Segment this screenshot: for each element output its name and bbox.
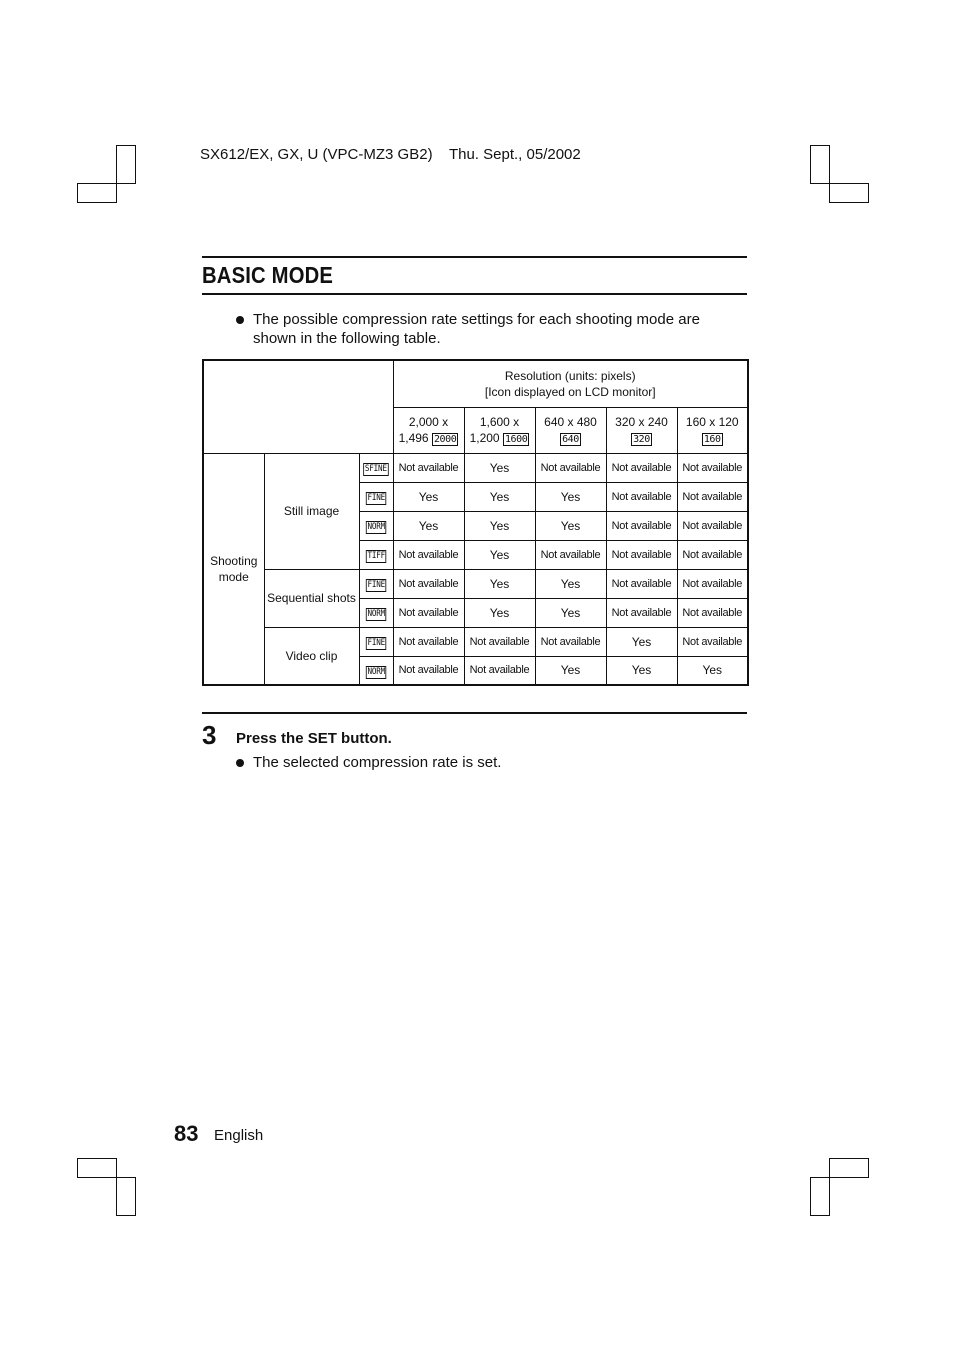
column-header-line1: 640 x 480 [544, 415, 597, 429]
column-header-line2 [536, 430, 606, 446]
availability-cell: Yes [464, 453, 535, 482]
quality-icon-cell [359, 627, 393, 656]
availability-cell: Yes [464, 569, 535, 598]
column-header-size: 1,496 [398, 431, 429, 445]
availability-cell: Not available [393, 598, 464, 627]
availability-cell: Not available [535, 453, 606, 482]
page-number: 83 [174, 1121, 199, 1146]
step-number: 3 [202, 720, 217, 750]
table-row [203, 569, 748, 598]
quality-fine-icon: FINE [367, 638, 385, 648]
availability-cell: Not available [393, 627, 464, 656]
availability-cell: Not available [393, 569, 464, 598]
availability-cell: Not available [677, 627, 748, 656]
table-corner-cell [203, 360, 393, 453]
resolution-640-icon: 640 [562, 434, 579, 445]
bullet-icon [236, 316, 244, 324]
title-bottom-rule [202, 293, 747, 295]
bullet-icon [236, 759, 244, 767]
column-header [535, 407, 606, 453]
column-header-line2 [465, 430, 535, 446]
column-header-line2 [678, 430, 748, 446]
resolution-header [393, 360, 748, 407]
availability-cell: Not available [606, 540, 677, 569]
availability-cell: Yes [606, 656, 677, 685]
quality-icon-cell [359, 656, 393, 685]
print-header: SX612/EX, GX, U (VPC-MZ3 GB2) Thu. Sept., 05/2002 [200, 146, 581, 163]
availability-cell: Yes [535, 511, 606, 540]
mode-group-label: Sequential shots [264, 569, 359, 627]
availability-cell: Yes [464, 511, 535, 540]
mode-group-label: Still image [264, 453, 359, 569]
availability-cell: Not available [464, 627, 535, 656]
availability-cell: Yes [464, 482, 535, 511]
availability-cell: Not available [606, 453, 677, 482]
availability-cell: Yes [677, 656, 748, 685]
column-header [464, 407, 535, 453]
crop-mark [116, 145, 136, 184]
availability-cell: Not available [535, 627, 606, 656]
column-header [677, 407, 748, 453]
availability-cell: Yes [464, 598, 535, 627]
availability-cell: Not available [677, 453, 748, 482]
quality-icon-cell [359, 482, 393, 511]
availability-cell: Yes [393, 482, 464, 511]
availability-cell: Yes [535, 656, 606, 685]
crop-mark [829, 183, 869, 203]
availability-cell: Not available [393, 656, 464, 685]
step-rule [202, 712, 747, 714]
column-header [393, 407, 464, 453]
availability-cell: Not available [606, 598, 677, 627]
quality-icon-cell [359, 569, 393, 598]
availability-cell: Yes [464, 540, 535, 569]
quality-tiff-icon: TIFF [367, 551, 385, 561]
section-title: BASIC MODE [202, 262, 334, 288]
availability-cell: Not available [606, 511, 677, 540]
quality-norm-icon: NORM [367, 522, 385, 532]
availability-cell: Not available [677, 540, 748, 569]
quality-fine-icon: FINE [367, 493, 385, 503]
availability-cell: Not available [677, 482, 748, 511]
resolution-header-line2: [Icon displayed on LCD monitor] [484, 384, 656, 399]
quality-icon-cell [359, 511, 393, 540]
availability-cell: Not available [464, 656, 535, 685]
crop-mark [829, 1158, 869, 1178]
resolution-1600-icon: 1600 [504, 434, 528, 445]
crop-mark [810, 145, 830, 184]
crop-mark [810, 1177, 830, 1216]
quality-norm-icon: NORM [367, 666, 385, 677]
table-row [203, 453, 748, 482]
column-header-line1: 160 x 120 [685, 415, 739, 429]
column-header-line1: 2,000 x [408, 415, 449, 429]
step-bullet-text: The selected compression rate is set. [253, 754, 502, 771]
quality-icon-cell [359, 540, 393, 569]
column-header-size: 1,200 [469, 431, 500, 445]
column-header-line1: 320 x 240 [615, 415, 668, 429]
availability-cell: Not available [606, 569, 677, 598]
availability-cell: Yes [393, 511, 464, 540]
crop-mark [116, 1177, 136, 1216]
table-row [203, 627, 748, 656]
quality-sfine-icon: SFINE [365, 464, 387, 474]
availability-cell: Not available [677, 598, 748, 627]
intro-bullet-text: The possible compression rate settings for each shooting mode are shown in the following table. [253, 311, 700, 347]
resolution-2000-icon: 2000 [433, 434, 457, 445]
table-body [203, 453, 748, 685]
compression-table [202, 359, 749, 686]
availability-cell: Yes [535, 482, 606, 511]
shooting-mode-label [203, 453, 264, 685]
quality-fine-icon: FINE [367, 580, 385, 590]
column-header-line2 [394, 430, 464, 446]
shooting-mode-label-line2: mode [218, 569, 249, 584]
quality-norm-icon: NORM [367, 609, 385, 619]
availability-cell: Not available [393, 453, 464, 482]
step-instruction: Press the SET button. [236, 730, 392, 747]
quality-icon-cell [359, 453, 393, 482]
crop-mark [77, 1158, 117, 1178]
column-header-line2 [607, 430, 677, 446]
availability-cell: Not available [677, 511, 748, 540]
availability-cell: Not available [606, 482, 677, 511]
resolution-160-icon: 160 [703, 434, 721, 445]
resolution-header-line1: Resolution (units: pixels) [504, 368, 636, 383]
quality-icon-cell [359, 598, 393, 627]
shooting-mode-label-line1: Shooting [210, 553, 258, 568]
column-header-line1: 1,600 x [479, 415, 520, 429]
crop-mark [77, 183, 117, 203]
availability-cell: Yes [535, 598, 606, 627]
availability-cell: Yes [606, 627, 677, 656]
availability-cell: Not available [535, 540, 606, 569]
page-language: English [214, 1127, 264, 1144]
availability-cell: Yes [535, 569, 606, 598]
resolution-320-icon: 320 [633, 434, 650, 445]
availability-cell: Not available [677, 569, 748, 598]
title-top-rule [202, 256, 747, 258]
mode-group-label: Video clip [264, 627, 359, 685]
availability-cell: Not available [393, 540, 464, 569]
column-header [606, 407, 677, 453]
